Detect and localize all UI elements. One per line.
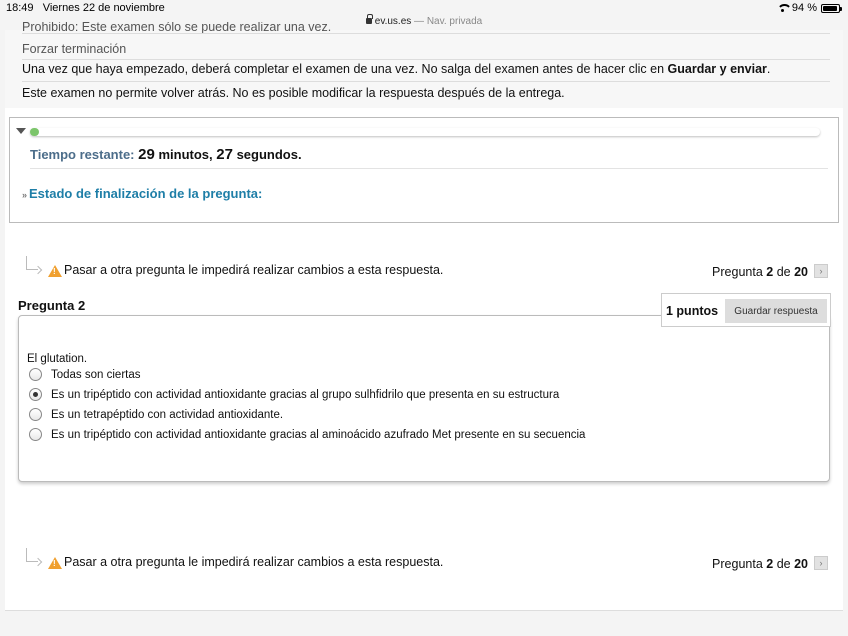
radio-option-2[interactable] <box>29 388 42 401</box>
answer-option-1[interactable] <box>29 368 141 381</box>
instruction-complete-once <box>22 62 830 82</box>
timer-progress-bar <box>30 128 820 136</box>
instruction-text: Una vez que haya empezado, deberá completar el examen de una vez. No salga del examen antes de hacer clic en <box>22 62 668 76</box>
points-and-save <box>661 293 831 327</box>
answer-label-3: Es un tetrapéptido con actividad antioxidante. <box>51 408 284 421</box>
time-minutes: 29 <box>138 146 155 163</box>
test-instructions <box>5 22 843 108</box>
wifi-icon <box>777 4 788 12</box>
url-domain: ev.us.es <box>374 16 412 27</box>
warning-triangle-icon: ! <box>48 557 62 569</box>
instruction-force-completion: Forzar terminación <box>22 42 830 60</box>
page-bottom-edge <box>5 610 843 611</box>
answer-label-2: Es un tripéptido con actividad antioxidante gracias al grupo sulhfidrilo que presenta en su estructura <box>51 388 560 401</box>
answer-label-1: Todas son ciertas <box>51 368 141 381</box>
status-date: Viernes 22 de noviembre <box>42 2 165 14</box>
time-remaining <box>30 146 302 163</box>
question-counter: Pregunta 2 de 20 <box>712 265 808 279</box>
battery-percent: 94 % <box>791 2 817 14</box>
question-points: 1 puntos <box>666 304 719 318</box>
instruction-multiple-attempts: Prohibido: Este examen sólo se puede realizar una vez. <box>22 22 830 34</box>
private-mode-label: Nav. privada <box>426 16 483 27</box>
next-question-button[interactable]: › <box>814 556 828 570</box>
double-chevron-icon: » <box>22 190 28 200</box>
page-content <box>5 22 843 610</box>
radio-option-4[interactable] <box>29 428 42 441</box>
instruction-end: . <box>766 62 771 76</box>
url-separator: — <box>411 16 427 27</box>
status-left <box>6 2 165 14</box>
question-counter: Pregunta 2 de 20 <box>712 557 808 571</box>
ios-status-bar <box>0 0 848 16</box>
question-stem: El glutation. <box>27 353 88 365</box>
question-title: Pregunta 2 <box>18 298 86 313</box>
time-seconds-unit: segundos. <box>236 147 302 162</box>
answer-option-2[interactable] <box>29 388 559 401</box>
completion-status-toggle[interactable] <box>22 186 262 201</box>
answer-option-4[interactable] <box>29 428 585 441</box>
question-card <box>18 315 830 482</box>
radio-option-1[interactable] <box>29 368 42 381</box>
question-nav-bottom <box>22 548 830 574</box>
save-answer-button[interactable]: Guardar respuesta <box>725 299 827 323</box>
question-nav-top <box>22 256 830 282</box>
nav-warning-text: Pasar a otra pregunta le impedirá realizar cambios a esta respuesta. <box>64 263 444 277</box>
divider <box>30 168 828 169</box>
timer-box <box>9 117 839 223</box>
status-right <box>777 2 840 14</box>
answer-option-3[interactable] <box>29 408 283 421</box>
next-question-button[interactable]: › <box>814 264 828 278</box>
triangle-down-icon[interactable] <box>16 128 26 134</box>
battery-icon <box>821 4 840 13</box>
time-minutes-unit: minutos, <box>158 147 213 162</box>
warning-triangle-icon: ! <box>48 265 62 277</box>
instruction-no-backtrack: Este examen no permite volver atrás. No es posible modificar la respuesta después de la entrega. <box>22 86 565 100</box>
answer-label-4: Es un tripéptido con actividad antioxidante gracias al aminoácido azufrado Met presente en su secuencia <box>51 428 586 441</box>
return-arrow-icon <box>26 548 38 562</box>
return-arrow-icon <box>26 256 38 270</box>
timer-progress-fill <box>30 128 39 136</box>
battery-fill <box>823 6 837 11</box>
time-remaining-label: Tiempo restante: <box>30 147 135 162</box>
radio-option-3[interactable] <box>29 408 42 421</box>
status-time: 18:49 <box>6 2 34 14</box>
instruction-bold: Guardar y enviar <box>667 62 767 76</box>
time-seconds: 27 <box>216 146 233 163</box>
nav-warning-text: Pasar a otra pregunta le impedirá realizar cambios a esta respuesta. <box>64 555 444 569</box>
completion-status-label: Estado de finalización de la pregunta: <box>29 186 263 201</box>
